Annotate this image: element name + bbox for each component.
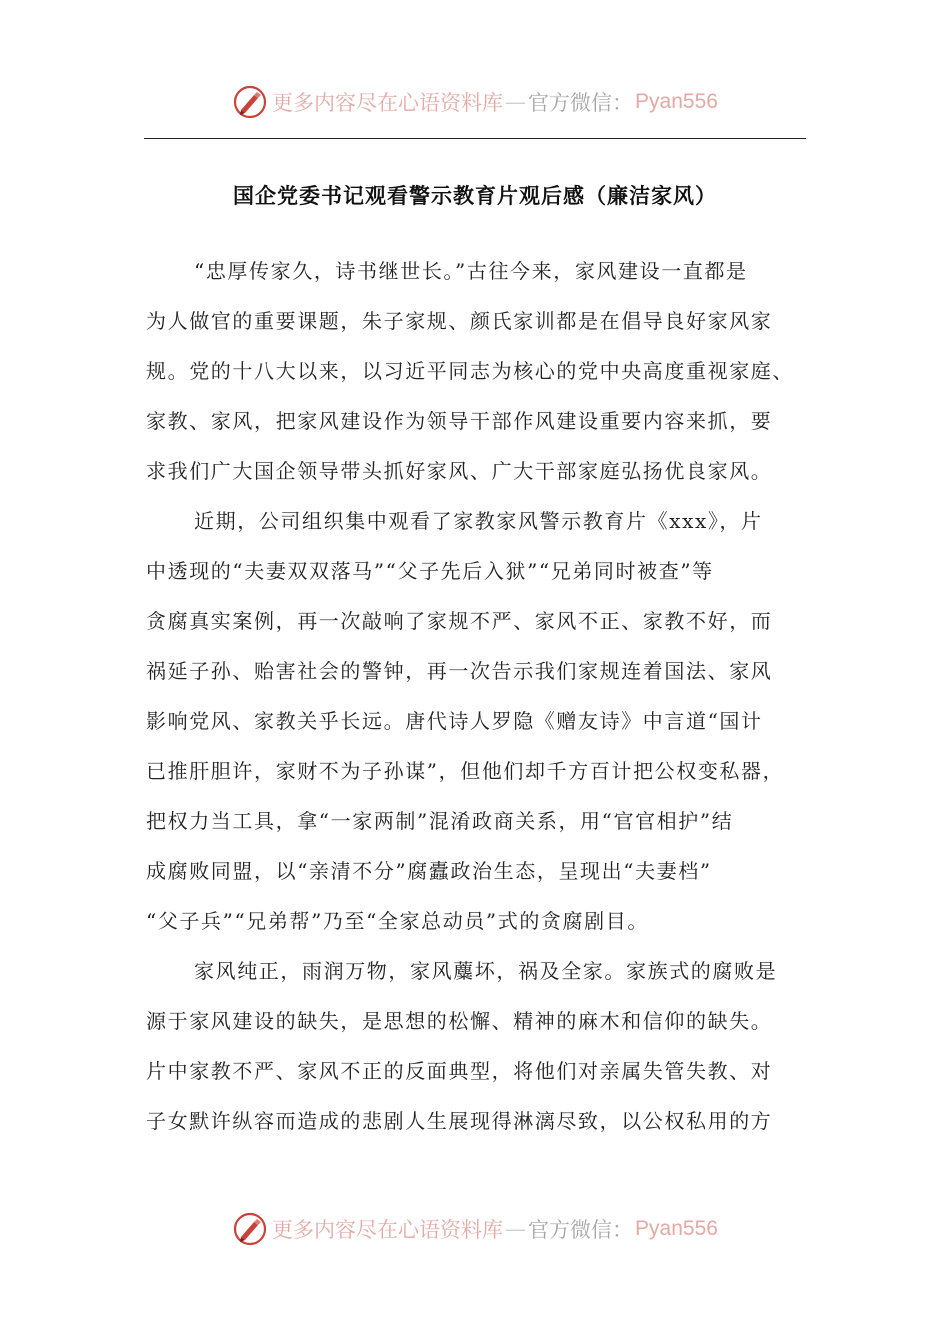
body-line: “父子兵”“兄弟帮”乃至“全家总动员”式的贪腐剧目。 [146,909,649,933]
footer-brand-text: 更多内容尽在心语资料库 [272,1218,504,1242]
header-brand-text: 更多内容尽在心语资料库 [272,91,504,115]
footer-banner [0,1209,950,1249]
body-line: 源于家风建设的缺失，是思想的松懈、精神的麻木和信仰的缺失。 [146,1009,773,1033]
pen-logo-icon [232,1211,268,1247]
body-line: 为人做官的重要课题，朱子家规、颜氏家训都是在倡导良好家风家 [146,309,773,333]
footer-dash: — [505,1217,527,1241]
header-wechat-id: Pyan556 [635,90,718,113]
body-line: 贪腐真实案例，再一次敲响了家规不严、家风不正、家教不好，而 [146,609,773,633]
body-line: 求我们广大国企领导带头抓好家风、广大干部家庭弘扬优良家风。 [146,459,773,483]
footer-official-label: 官方微信： [528,1218,634,1242]
body-line: “忠厚传家久，诗书继世长。”古往今来，家风建设一直都是 [194,259,748,283]
header-official-label: 官方微信： [528,91,634,115]
document-body [146,252,808,1152]
pen-logo-icon [232,84,268,120]
body-line: 近期，公司组织集中观看了家教家风警示教育片《xxx》，片 [194,509,763,533]
header-dash: — [505,90,527,114]
body-line: 家风纯正，雨润万物，家风蘪坏，祸及全家。家族式的腐败是 [194,959,778,983]
body-line: 中透现的“夫妻双双落马”“父子先后入狱”“兄弟同时被查”等 [146,559,714,583]
header-divider [144,138,806,139]
document-title: 国企党委书记观看警示教育片观后感（廉洁家风） [233,184,717,208]
body-line: 子女默许纵容而造成的悲剧人生展现得淋漓尽致，以公权私用的方 [146,1109,773,1133]
body-line: 规。党的十八大以来，以习近平同志为核心的党中央高度重视家庭、 [146,359,794,383]
body-line: 成腐败同盟，以“亲清不分”腐蠹政治生态，呈现出“夫妻档” [146,859,712,883]
body-line: 影响党风、家教关乎长远。唐代诗人罗隐《赠友诗》中言道“国计 [146,709,763,733]
body-line: 已推肝胆许，家财不为子孙谋”，但他们却千方百计把公权变私器， [146,759,785,783]
body-line: 片中家教不严、家风不正的反面典型，将他们对亲属失管失教、对 [146,1059,773,1083]
body-line: 祸延子孙、贻害社会的警钟，再一次告示我们家规连着国法、家风 [146,659,773,683]
header-banner [0,82,950,122]
footer-wechat-id: Pyan556 [635,1217,718,1240]
body-line: 家教、家风，把家风建设作为领导干部作风建设重要内容来抓，要 [146,409,773,433]
body-line: 把权力当工具，拿“一家两制”混淆政商关系，用“官官相护”结 [146,809,734,833]
